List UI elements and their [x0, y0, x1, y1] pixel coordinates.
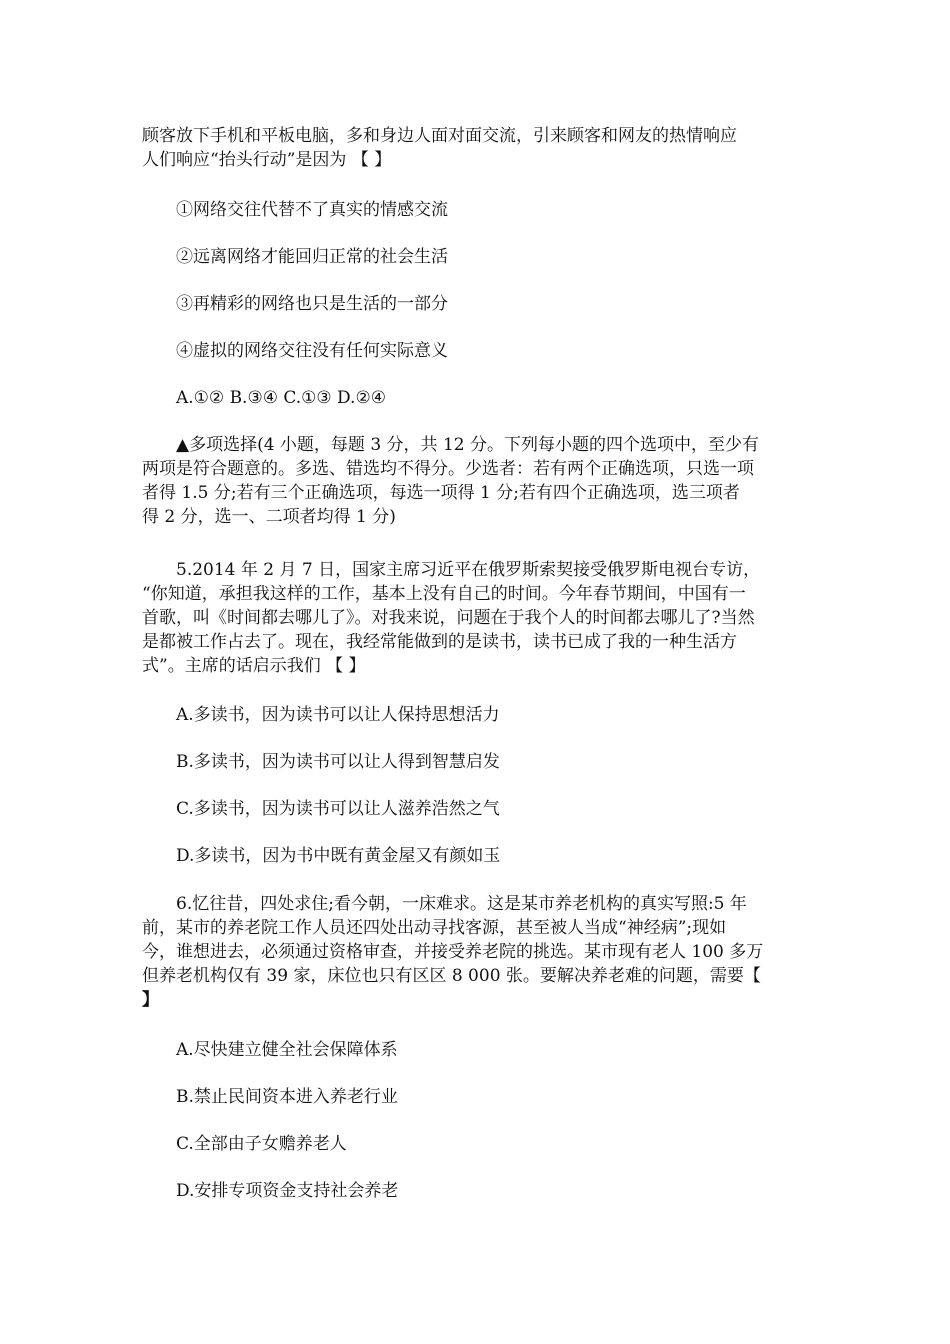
option-item: ①网络交往代替不了真实的情感交流: [176, 200, 448, 220]
section-instructions: [142, 433, 812, 529]
question-5-stem: [142, 558, 812, 678]
question-4-stem: [142, 124, 812, 172]
stem-line: 式”。主席的话启示我们 【 】: [142, 656, 366, 676]
option-item: B.多读书，因为读书可以让人得到智慧启发: [176, 752, 500, 772]
stem-line: 但养老机构仅有 39 家，床位也只有区区 8 000 张。要解决养老难的问题，需要【: [142, 966, 761, 986]
option-item: D.多读书，因为书中既有黄金屋又有颜如玉: [176, 846, 501, 866]
stem-line: 6.忆往昔，四处求住;看今朝，一床难求。这是某市养老机构的真实写照:5 年: [176, 894, 747, 914]
stem-line: 顾客放下手机和平板电脑，多和身边人面对面交流，引来顾客和网友的热情响应: [142, 126, 737, 146]
stem-line: 首歌，叫《时间都去哪儿了》。对我来说，问题在于我个人的时间都去哪儿了?当然: [142, 608, 755, 628]
option-item: A.尽快建立健全社会保障体系: [176, 1040, 398, 1060]
option-item: D.安排专项资金支持社会养老: [176, 1181, 399, 1201]
instruction-line: ▲多项选择(4 小题，每题 3 分，共 12 分。下列每小题的四个选项中，至少有: [176, 435, 759, 455]
option-item: ④虚拟的网络交往没有任何实际意义: [176, 341, 448, 361]
question-6-stem: [142, 892, 812, 1012]
stem-line: “你知道，承担我这样的工作，基本上没有自己的时间。今年春节期间，中国有一: [142, 584, 746, 604]
option-item: C.全部由子女赡养老人: [176, 1134, 347, 1154]
option-item: ③再精彩的网络也只是生活的一部分: [176, 294, 448, 314]
stem-line: 前，某市的养老院工作人员还四处出动寻找客源，甚至被人当成“神经病”;现如: [142, 918, 727, 938]
option-item: ②远离网络才能回归正常的社会生活: [176, 247, 448, 267]
stem-line: 人们响应“抬头行动”是因为 【 】: [142, 150, 392, 170]
option-item: C.多读书，因为读书可以让人滋养浩然之气: [176, 799, 500, 819]
stem-line: 5.2014 年 2 月 7 日，国家主席习近平在俄罗斯索契接受俄罗斯电视台专访，: [176, 560, 761, 580]
instruction-line: 得 2 分，选一、二项者均得 1 分): [142, 507, 396, 527]
stem-line: 】: [142, 990, 159, 1010]
instruction-line: 者得 1.5 分;若有三个正确选项，每选一项得 1 分;若有四个正确选项，选三项者: [142, 483, 740, 503]
instruction-line: 两项是符合题意的。多选、错选均不得分。少选者：若有两个正确选项，只选一项: [142, 459, 754, 479]
stem-line: 今，谁想进去，必须通过资格审查，并接受养老院的挑选。某市现有老人 100 多万: [142, 942, 764, 962]
option-item: B.禁止民间资本进入养老行业: [176, 1087, 398, 1107]
stem-line: 是都被工作占去了。现在，我经常能做到的是读书，读书已成了我的一种生活方: [142, 632, 737, 652]
answer-choices: A.①② B.③④ C.①③ D.②④: [176, 388, 386, 408]
option-item: A.多读书，因为读书可以让人保持思想活力: [176, 705, 500, 725]
